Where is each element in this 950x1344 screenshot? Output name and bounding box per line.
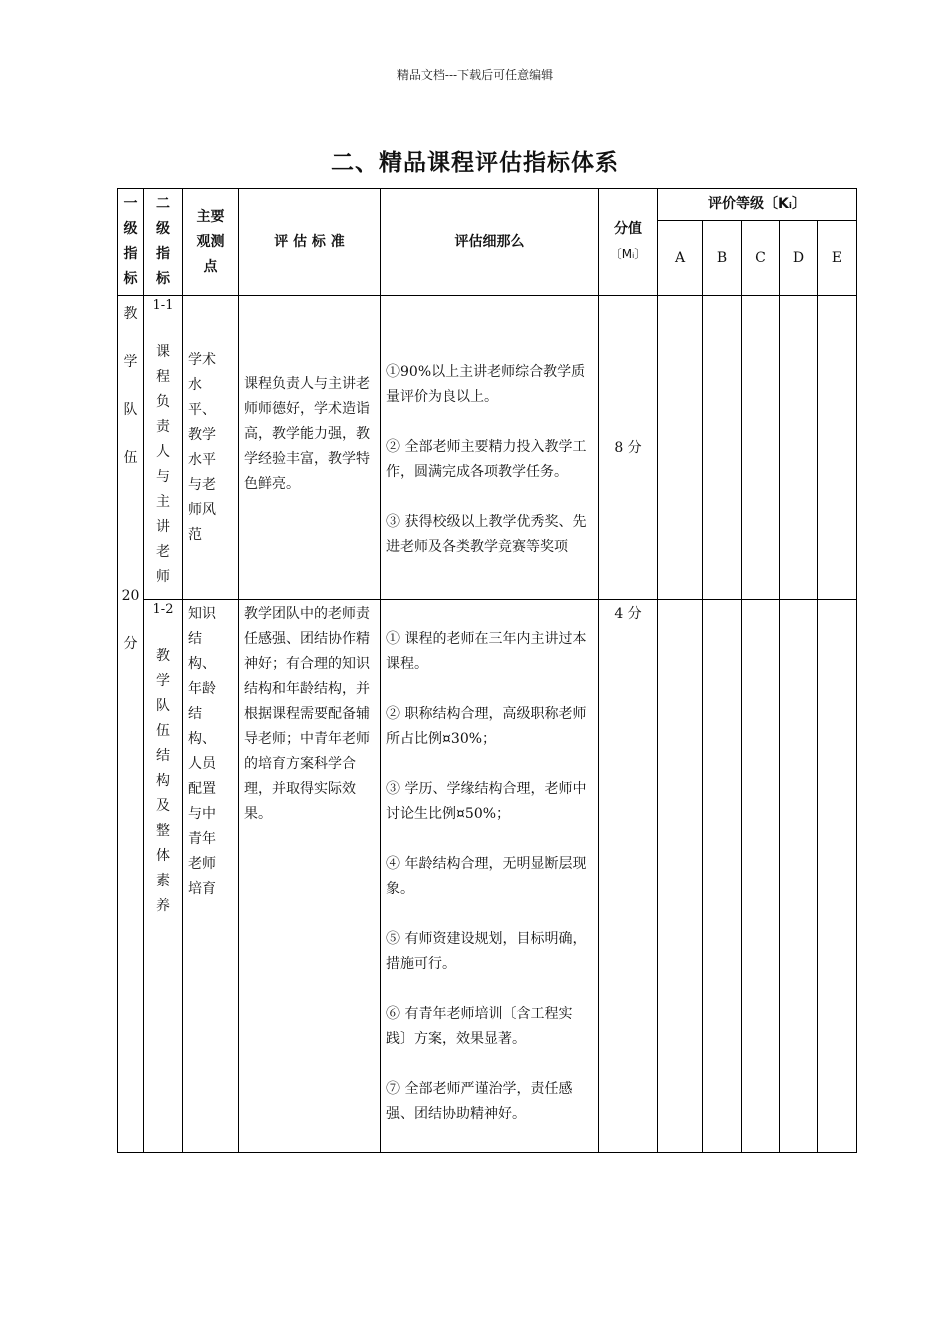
evaluation-detail: ①90%以上主讲老师综合教学质量评价为良以上。 ② 全部老师主要精力投入教学工作，圆满完成各项教学任务。 ③ 获得校级以上教学优秀奖、先进老师及各类教学竞赛等奖项 (381, 296, 599, 600)
header-grade-c: C (742, 221, 780, 296)
header-grade-e: E (818, 221, 857, 296)
observation-point: 知识 结 构、 年龄 结 构、 人员 配置 与中 青年 老师 培育 (183, 600, 239, 1153)
grade-cell-a[interactable] (658, 600, 703, 1153)
grade-cell-d[interactable] (780, 600, 818, 1153)
evaluation-index-table (117, 188, 857, 1153)
grade-cell-d[interactable] (780, 296, 818, 600)
header-observation: 主要 观测 点 (183, 189, 239, 296)
grade-cell-e[interactable] (818, 296, 857, 600)
grade-cell-c[interactable] (742, 600, 780, 1153)
header-note: 精品文档---下载后可任意编辑 (396, 68, 554, 82)
table-row (118, 600, 857, 1153)
observation-point: 学术 水 平、 教学 水平 与老 师风 范 (183, 296, 239, 600)
header-detail: 评估细那么 (381, 189, 599, 296)
page-title: 二、精品课程评估指标体系 (331, 150, 619, 176)
header-standard: 评 估 标 准 (239, 189, 381, 296)
header-score: 分值 〔Mᵢ〕 (599, 189, 658, 296)
header-grade-d: D (780, 221, 818, 296)
header-grade-a: A (658, 221, 703, 296)
header-level2: 二 级 指 标 (144, 189, 183, 296)
level2-indicator: 1-2 教 学 队 伍 结 构 及 整 体 素 养 (144, 600, 183, 1153)
evaluation-standard: 课程负责人与主讲老师师德好，学术造诣高，教学能力强，教学经验丰富，教学特色鲜亮。 (239, 296, 381, 600)
header-grade-group: 评价等级〔Kᵢ〕 (658, 189, 857, 221)
score-value: 4 分 (599, 600, 658, 1153)
grade-cell-e[interactable] (818, 600, 857, 1153)
header-grade-b: B (703, 221, 742, 296)
level1-indicator: 教 学 队 伍 20 分 (118, 296, 144, 1153)
grade-cell-b[interactable] (703, 296, 742, 600)
evaluation-standard: 教学团队中的老师责任感强、团结协作精神好；有合理的知识结构和年龄结构，并根据课程需要配备辅导老师；中青年老师的培育方案科学合理，并取得实际效果。 (239, 600, 381, 1153)
header-level1: 一 级 指 标 (118, 189, 144, 296)
score-value: 8 分 (599, 296, 658, 600)
grade-cell-c[interactable] (742, 296, 780, 600)
level2-indicator: 1-1 课 程 负 责 人 与 主 讲 老 师 (144, 296, 183, 600)
grade-cell-a[interactable] (658, 296, 703, 600)
evaluation-detail: ① 课程的老师在三年内主讲过本课程。 ② 职称结构合理，高级职称老师所占比例¤30%； ③ 学历、学缘结构合理，老师中讨论生比例¤50%； ④ 年龄结构合理，无明显断层现象。 ⑤ 有师资建设规划，目标明确，措施可行。 ⑥ 有青年老师培训〔含工程实践〕方案，效果显著。 ⑦ 全部老师严谨治学，责任感强、团结协助精神好。 (381, 600, 599, 1153)
grade-cell-b[interactable] (703, 600, 742, 1153)
table-row (118, 296, 857, 600)
